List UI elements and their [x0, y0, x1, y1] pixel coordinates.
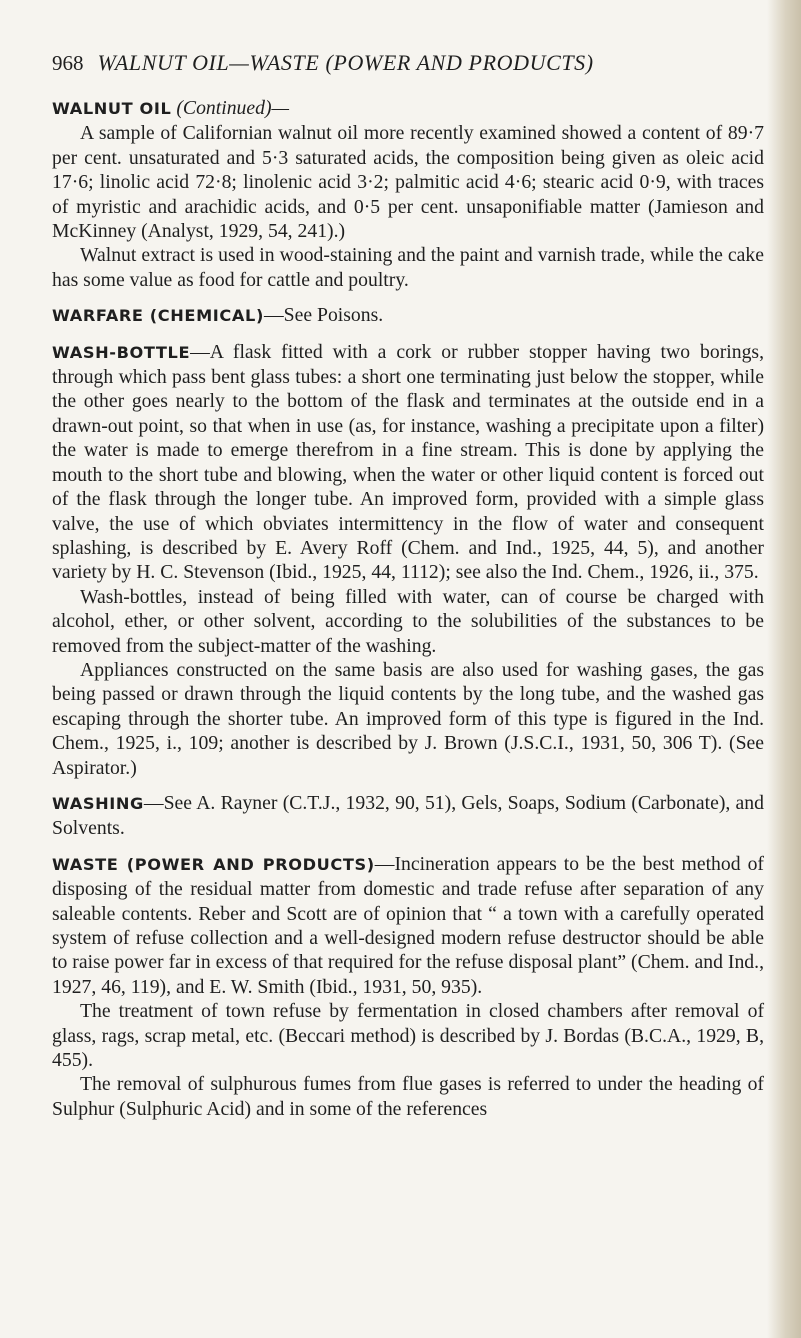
entry-headword: WARFARE (CHEMICAL) [52, 306, 264, 326]
entry-paragraph: Walnut extract is used in wood-staining and the paint and varnish trade, while the cake has some value as food for cattle and poultry. [52, 244, 764, 291]
page-number: 968 [52, 51, 84, 75]
entry-paragraph: A sample of Californian walnut oil more recently examined showed a content of 89·7 per cent. unsaturated and 5·3 saturated acids, the composition being given as oleic acid 17·6; linolic acid 72·8; linolenic acid 3·2; palmitic acid 4·6; stearic acid 0·9, with traces of myristic and arachidic acids, and 0·5 per cent. unsaponifiable matter (Jamieson and McKinney (Analyst, 1929, 54, 241).) [52, 122, 764, 243]
continued-label: (Continued)— [176, 97, 290, 119]
entry-washing [52, 791, 764, 841]
entry-walnut-oil [52, 96, 764, 292]
entry-paragraph: The treatment of town refuse by fermentation in closed chambers after removal of glass, rags, scrap metal, etc. (Beccari method) is described by J. Bordas (B.C.A., 1929, B, 455). [52, 1000, 764, 1072]
running-head [52, 48, 764, 78]
entry-paragraph [52, 791, 764, 841]
entry-paragraph: The removal of sulphurous fumes from flue gases is referred to under the heading of Sulphur (Sulphuric Acid) and in some of the references [52, 1073, 764, 1120]
entry-headword: WASH-BOTTLE [52, 342, 191, 362]
entry-headword: WASHING [52, 793, 144, 813]
running-head-title: WALNUT OIL—WASTE (POWER AND PRODUCTS) [97, 50, 594, 75]
entry-paragraph: Wash-bottles, instead of being filled with water, can of course be charged with alcohol, ether, or other solvent, according to the solubilities of the substances to be removed from the subject-matter of the washing. [52, 585, 764, 657]
book-page [52, 48, 764, 1132]
entry-wash-bottle [52, 340, 764, 780]
entry-waste [52, 852, 764, 1121]
entry-paragraph [52, 852, 764, 999]
page-edge-shadow [767, 0, 801, 1338]
entry-paragraph [52, 303, 764, 328]
entry-text: —Incineration appears to be the best method of disposing of the residual matter from domestic and trade refuse after separation of any saleable contents. Reber and Scott are of opinion that “ a town with a carefully operated system of refuse collection and a well-designed modern refuse destructor should be able to raise power far in excess of that required for the refuse disposal plant” (Chem. and Ind., 1927, 46, 119), and E. W. Smith (Ibid., 1931, 50, 935). [52, 852, 764, 998]
entry-warfare [52, 303, 764, 328]
entry-paragraph [52, 340, 764, 585]
entry-text: —See Poisons. [263, 304, 384, 327]
entry-paragraph: Appliances constructed on the same basis are also used for washing gases, the gas being passed or drawn through the liquid contents by the long tube, and the washed gas escaping through the shorter tube. An improved form of this type is figured in the Ind. Chem., 1925, i., 109; another is described by J. Brown (J.S.C.I., 1931, 50, 306 T). (See Aspirator.) [52, 658, 764, 779]
entry-intro [52, 96, 764, 121]
entry-text: —See A. Rayner (C.T.J., 1932, 90, 51), Gels, Soaps, Sodium (Carbonate), and Solvents. [52, 791, 764, 840]
entry-headword: WALNUT OIL [52, 99, 172, 118]
entry-headword: WASTE (POWER AND PRODUCTS) [52, 854, 375, 874]
entry-text: —A flask fitted with a cork or rubber stopper having two borings, through which pass bent glass tubes: a short one terminating just below the stopper, while the other goes nearly to the bottom of the flask and terminates at the outside end in a drawn-out point, so that when in use (as, for instance, washing a precipitate upon a filter) the water is made to emerge therefrom in a fine stream. This is done by applying the mouth to the short tube and blowing, when the water or other liquid content is forced out of the flask through the longer tube. An improved form, provided with a simple glass valve, the use of which obviates intermittency in the flow of water and consequent splashing, is described by E. Avery Roff (Chem. and Ind., 1925, 44, 5), and another variety by H. C. Stevenson (Ibid., 1925, 44, 1112); see also the Ind. Chem., 1926, ii., 375. [52, 340, 764, 584]
